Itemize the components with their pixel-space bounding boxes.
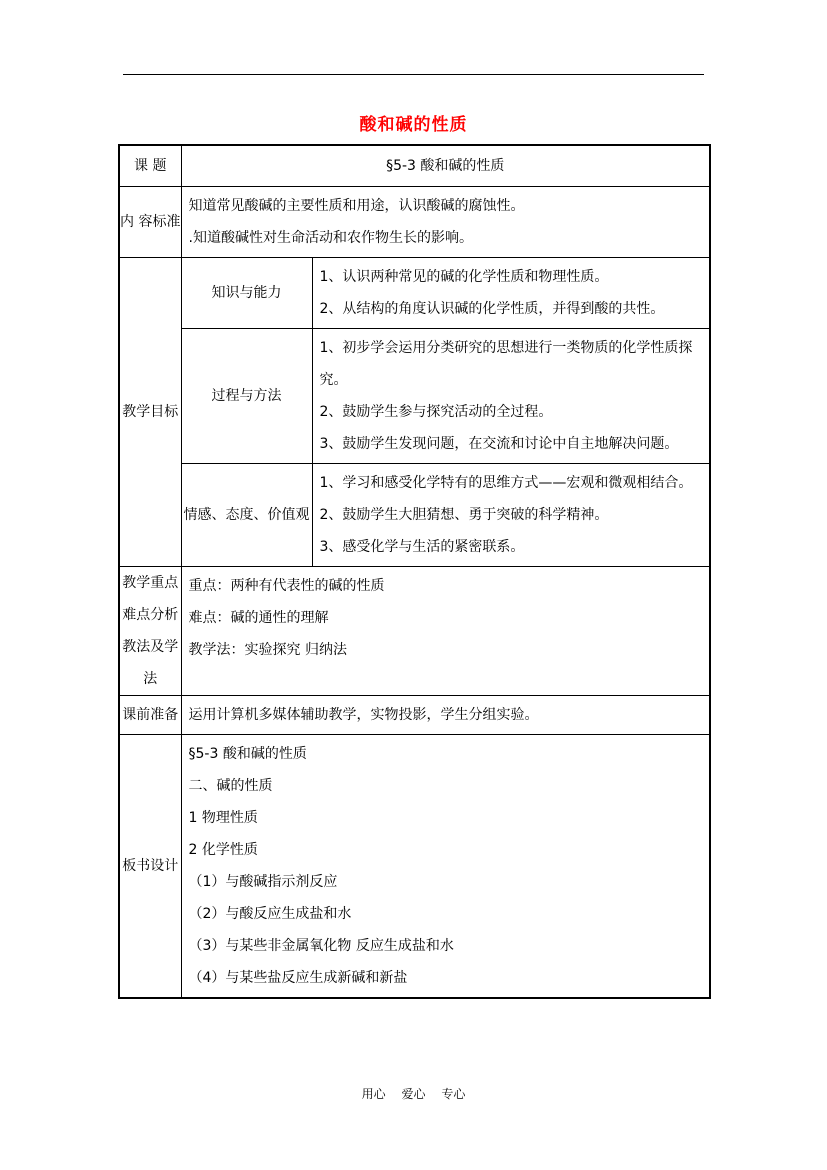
text-line: （4）与某些盐反应生成新碱和新盐 bbox=[188, 969, 408, 986]
page-footer bbox=[0, 1085, 827, 1102]
sub-label: 过程与方法 bbox=[181, 328, 312, 463]
text-line: 运用计算机多媒体辅助教学，实物投影，学生分组实验。 bbox=[188, 706, 539, 723]
footer-text: 用心 bbox=[361, 1087, 386, 1101]
table-row bbox=[119, 186, 710, 257]
knowledge-cell bbox=[312, 257, 710, 328]
text-line: （2）与酸反应生成盐和水 bbox=[188, 905, 352, 922]
row-label: 教学重点难点分析教法及学法 bbox=[119, 566, 181, 695]
emotion-cell bbox=[312, 463, 710, 566]
text-line: 2、鼓励学生参与探究活动的全过程。 bbox=[319, 403, 553, 420]
sub-label: 情感、态度、价值观 bbox=[181, 463, 312, 566]
row-label: 教学目标 bbox=[119, 257, 181, 566]
header-rule bbox=[123, 74, 704, 75]
table-row bbox=[119, 463, 710, 566]
text-line: 1、初步学会运用分类研究的思想进行一类物质的化学性质探究。 bbox=[319, 339, 693, 388]
row-label: 内 容标准 bbox=[119, 186, 181, 257]
text-line: 二、碱的性质 bbox=[188, 777, 273, 794]
text-line: 1、学习和感受化学特有的思维方式——宏观和微观相结合。 bbox=[319, 474, 693, 491]
text-line: 难点：碱的通性的理解 bbox=[188, 609, 329, 626]
lesson-plan-table bbox=[118, 144, 711, 999]
text-line: 2、鼓励学生大胆猜想、勇于突破的科学精神。 bbox=[319, 506, 609, 523]
text-line: 1 物理性质 bbox=[188, 809, 258, 826]
text-line: 1、认识两种常见的碱的化学性质和物理性质。 bbox=[319, 268, 609, 285]
table-row bbox=[119, 695, 710, 734]
text-line: .知道酸碱性对生命活动和农作物生长的影响。 bbox=[188, 229, 473, 246]
text-line: 重点：两种有代表性的碱的性质 bbox=[188, 577, 385, 594]
text-line: （3）与某些非金属氧化物 反应生成盐和水 bbox=[188, 937, 454, 954]
board-cell bbox=[181, 734, 710, 998]
process-cell bbox=[312, 328, 710, 463]
text-line: 3、感受化学与生活的紧密联系。 bbox=[319, 538, 525, 555]
prep-cell bbox=[181, 695, 710, 734]
table-row bbox=[119, 145, 710, 186]
document-title: 酸和碱的性质 bbox=[359, 115, 468, 135]
table-row bbox=[119, 257, 710, 328]
table-row bbox=[119, 734, 710, 998]
footer-text: 专心 bbox=[441, 1087, 466, 1101]
text-line: 3、鼓励学生发现问题，在交流和讨论中自主地解决问题。 bbox=[319, 435, 679, 452]
topic-value: §5-3 酸和碱的性质 bbox=[181, 145, 710, 186]
text-line: 知道常见酸碱的主要性质和用途，认识酸碱的腐蚀性。 bbox=[188, 197, 525, 214]
text-line: 教学法：实验探究 归纳法 bbox=[188, 641, 347, 658]
footer-text: 爱心 bbox=[401, 1087, 426, 1101]
standard-cell bbox=[181, 186, 710, 257]
sub-label: 知识与能力 bbox=[181, 257, 312, 328]
text-line: （1）与酸碱指示剂反应 bbox=[188, 873, 338, 890]
text-line: §5-3 酸和碱的性质 bbox=[188, 745, 307, 762]
table-row bbox=[119, 328, 710, 463]
table-row bbox=[119, 566, 710, 695]
row-label: 课前准备 bbox=[119, 695, 181, 734]
text-line: 2 化学性质 bbox=[188, 841, 258, 858]
row-label: 板书设计 bbox=[119, 734, 181, 998]
row-label: 课 题 bbox=[119, 145, 181, 186]
keypoints-cell bbox=[181, 566, 710, 695]
text-line: 2、从结构的角度认识碱的化学性质，并得到酸的共性。 bbox=[319, 300, 665, 317]
